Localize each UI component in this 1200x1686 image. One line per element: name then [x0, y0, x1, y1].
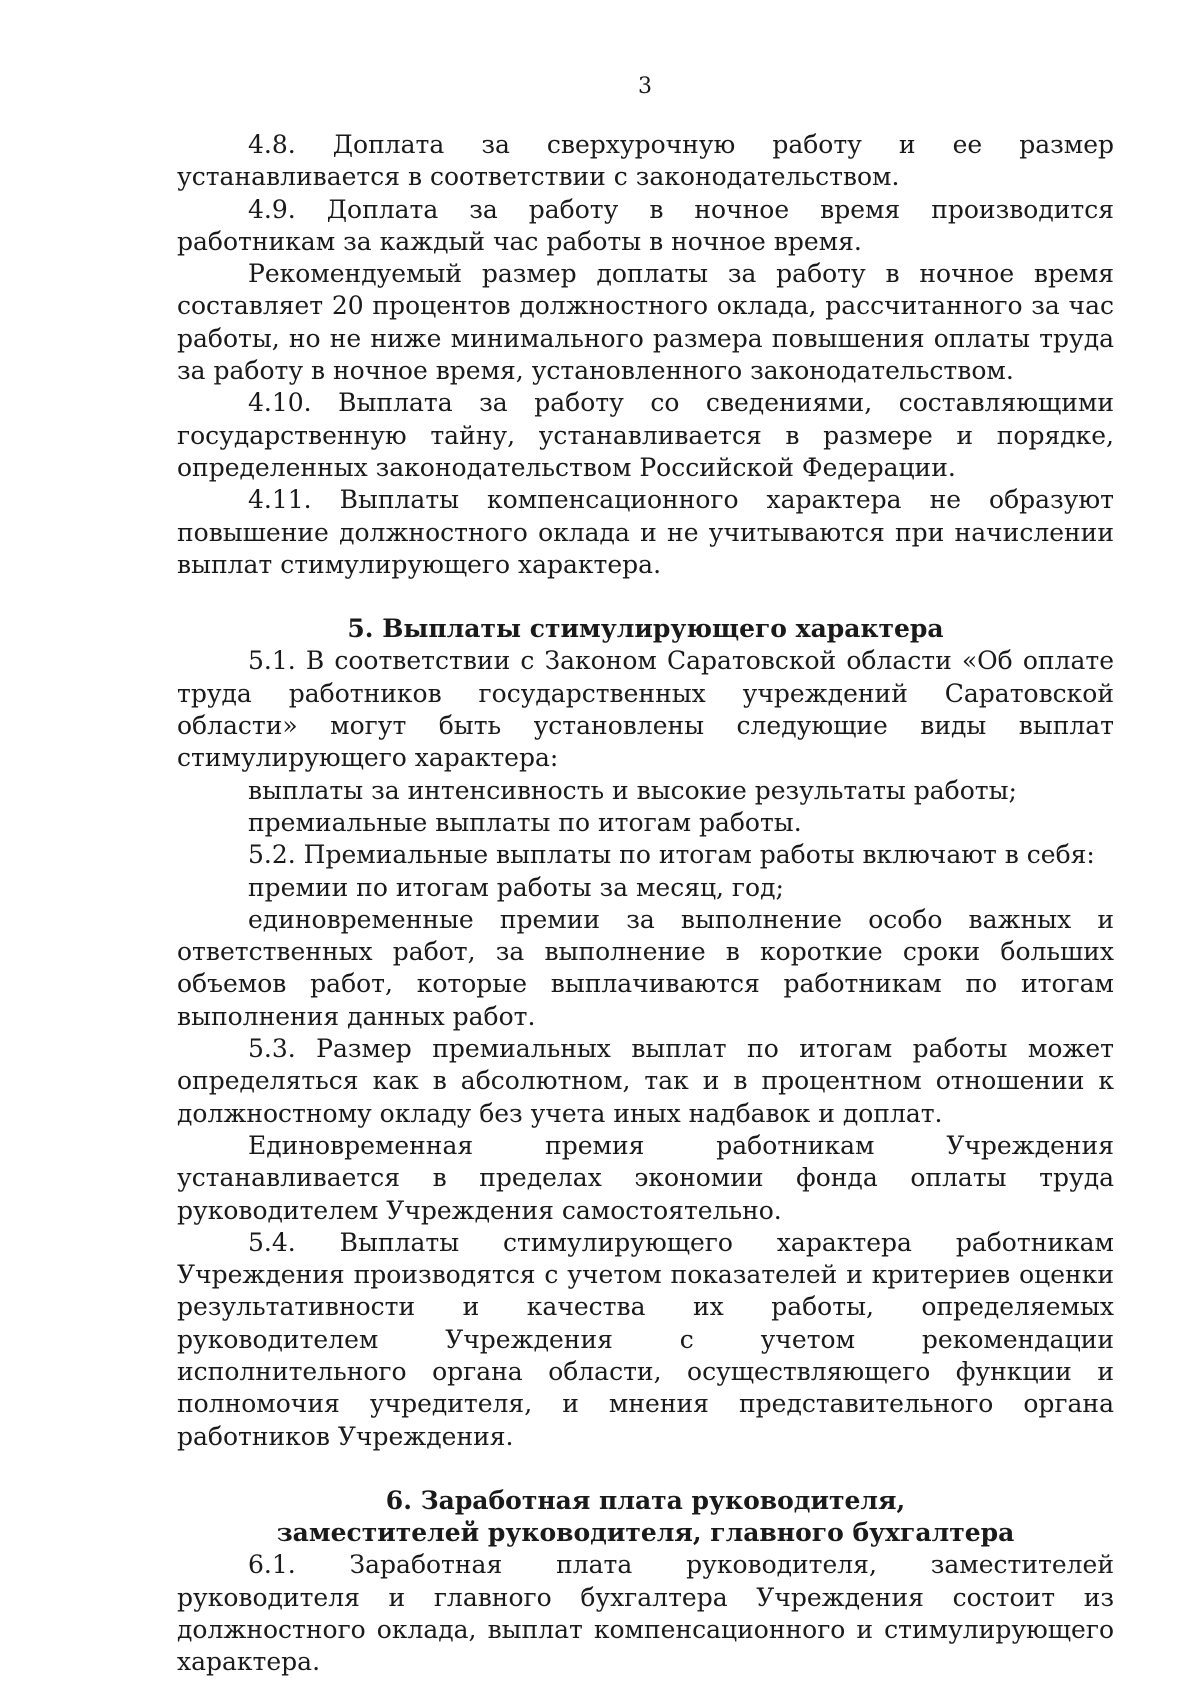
paragraph-6-1: 6.1. Заработная плата руководителя, заместителей руководителя и главного бухгалтера Учреждения состоит из должностного оклада, выплат компенсационного и стимулирующего характера.: [177, 1550, 1114, 1677]
paragraph-5-1: 5.1. В соответствии с Законом Саратовской области «Об оплате труда работников государственных учреждений Саратовской области» могут быть установлены следующие виды выплат стимулирующего характера:: [177, 646, 1114, 773]
paragraph-5-4: 5.4. Выплаты стимулирующего характера работникам Учреждения производятся с учетом показателей и критериев оценки результативности и качества их работы, определяемых руководителем Учреждения с учетом рекомендации исполнительного органа области, осуществляющего функции и полномочия учредителя, и мнения представительного органа работников Учреждения.: [177, 1227, 1114, 1451]
paragraph-5-3: 5.3. Размер премиальных выплат по итогам работы может определяться как в абсолютном, так и в процентном отношении к должностному окладу без учета иных надбавок и доплат.: [177, 1034, 1114, 1128]
page-number: 3: [638, 74, 652, 99]
section-6-title-line2: заместителей руководителя, главного бухгалтера: [276, 1518, 1015, 1548]
section-6-title-line1: 6. Заработная плата руководителя,: [385, 1485, 906, 1515]
paragraph-5-2: 5.2. Премиальные выплаты по итогам работы включают в себя:: [248, 840, 1095, 870]
paragraph-4-9: 4.9. Доплата за работу в ночное время производится работникам за каждый час работы в ночное время.: [177, 194, 1114, 256]
paragraph-4-10: 4.10. Выплата за работу со сведениями, составляющими государственную тайну, устанавливается в размере и порядке, определенных законодательством Российской Федерации.: [177, 388, 1114, 482]
paragraph-night-rate: Рекомендуемый размер доплаты за работу в ночное время составляет 20 процентов должностного оклада, рассчитанного за час работы, но не ниже минимального размера повышения оплаты труда за работу в ночное время, установленного законодательством.: [177, 259, 1114, 386]
list-item-intensity: выплаты за интенсивность и высокие результаты работы;: [248, 775, 1017, 805]
paragraph-4-11: 4.11. Выплаты компенсационного характера не образуют повышение должностного оклада и не учитываются при начислении выплат стимулирующего характера.: [177, 485, 1114, 579]
paragraph-one-time-bonus: Единовременная премия работникам Учреждения устанавливается в пределах экономии фонда оплаты труда руководителем Учреждения самостоятельно.: [177, 1130, 1114, 1225]
list-item-bonus: премиальные выплаты по итогам работы.: [248, 807, 802, 837]
list-item-monthly-bonus: премии по итогам работы за месяц, год;: [248, 872, 784, 902]
document-body: [177, 129, 1114, 1679]
list-item-one-time-bonus: единовременные премии за выполнение особо важных и ответственных работ, за выполнение в короткие сроки больших объемов работ, которые выплачиваются работникам по итогам выполнения данных работ.: [177, 904, 1114, 1031]
paragraph-4-8: 4.8. Доплата за сверхурочную работу и ее размер устанавливается в соответствии с законодательством.: [177, 130, 1114, 192]
section-spacer: [177, 1453, 1114, 1485]
section-spacer: [177, 581, 1114, 613]
section-5-title: 5. Выплаты стимулирующего характера: [347, 614, 944, 644]
